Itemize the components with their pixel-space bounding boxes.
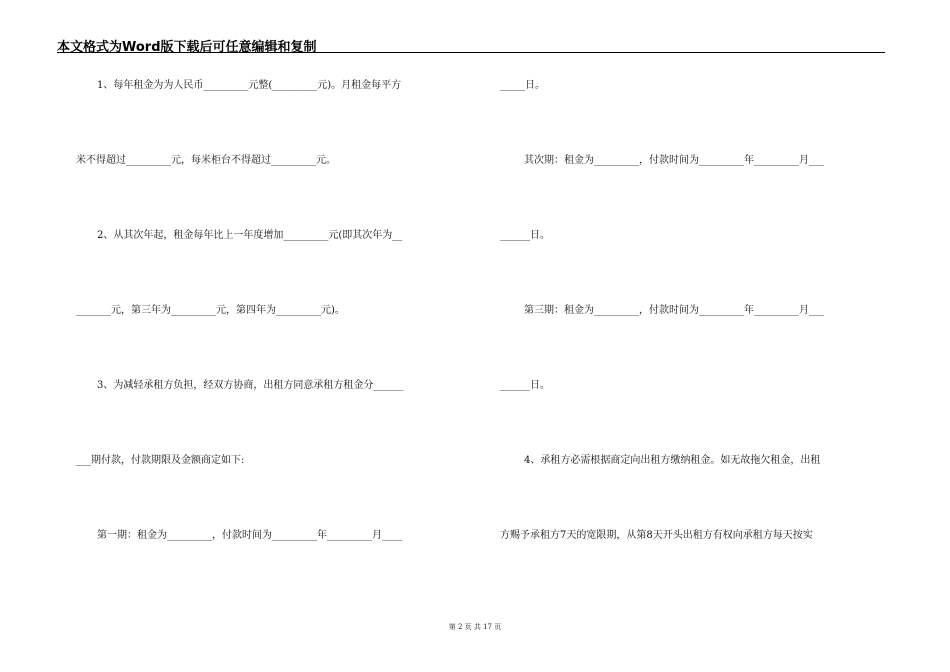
right-line-6: 4、承租方必需根据商定向出租方缴纳租金。如无故拖欠租金，出租 <box>524 455 821 466</box>
page-number-footer: 第 2 页 共 17 页 <box>448 623 502 631</box>
right-line-4: 第三期：租金为_________，付款时间为_________年_________月___ <box>524 305 824 316</box>
left-line-5: 3、为减轻承租方负担，经双方协商，出租方同意承租方租金分______ <box>97 380 404 391</box>
header-divider <box>57 52 885 53</box>
right-line-1: _____日。 <box>500 80 545 91</box>
left-line-2: 米不得超过_________元，每米柜台不得超过_________元。 <box>76 155 336 166</box>
right-line-3: ______日。 <box>500 230 550 241</box>
right-line-2: 其次期：租金为_________，付款时间为_________年_________月___ <box>524 155 824 166</box>
right-line-7: 方赐予承租方7天的宽限期，从第8天开头出租方有权向承租方每天按实 <box>500 530 813 541</box>
left-line-7: 第一期：租金为_________，付款时间为_________年_________月____ <box>97 530 402 541</box>
left-line-1: 1、每年租金为为人民币_________元整(_________元)。月租金每平方 <box>97 80 402 91</box>
left-line-3: 2、从其次年起，租金每年比上一年度增加_________元(即其次年为__ <box>97 230 403 241</box>
document-header-title: 本文格式为Word版下载后可任意编辑和复制 <box>57 40 317 55</box>
right-line-5: ______日。 <box>500 380 550 391</box>
left-line-6: ___期付款，付款期限及金额商定如下: <box>76 455 245 466</box>
left-line-4: _______元，第三年为_________元，第四年为_________元)。 <box>76 305 345 316</box>
